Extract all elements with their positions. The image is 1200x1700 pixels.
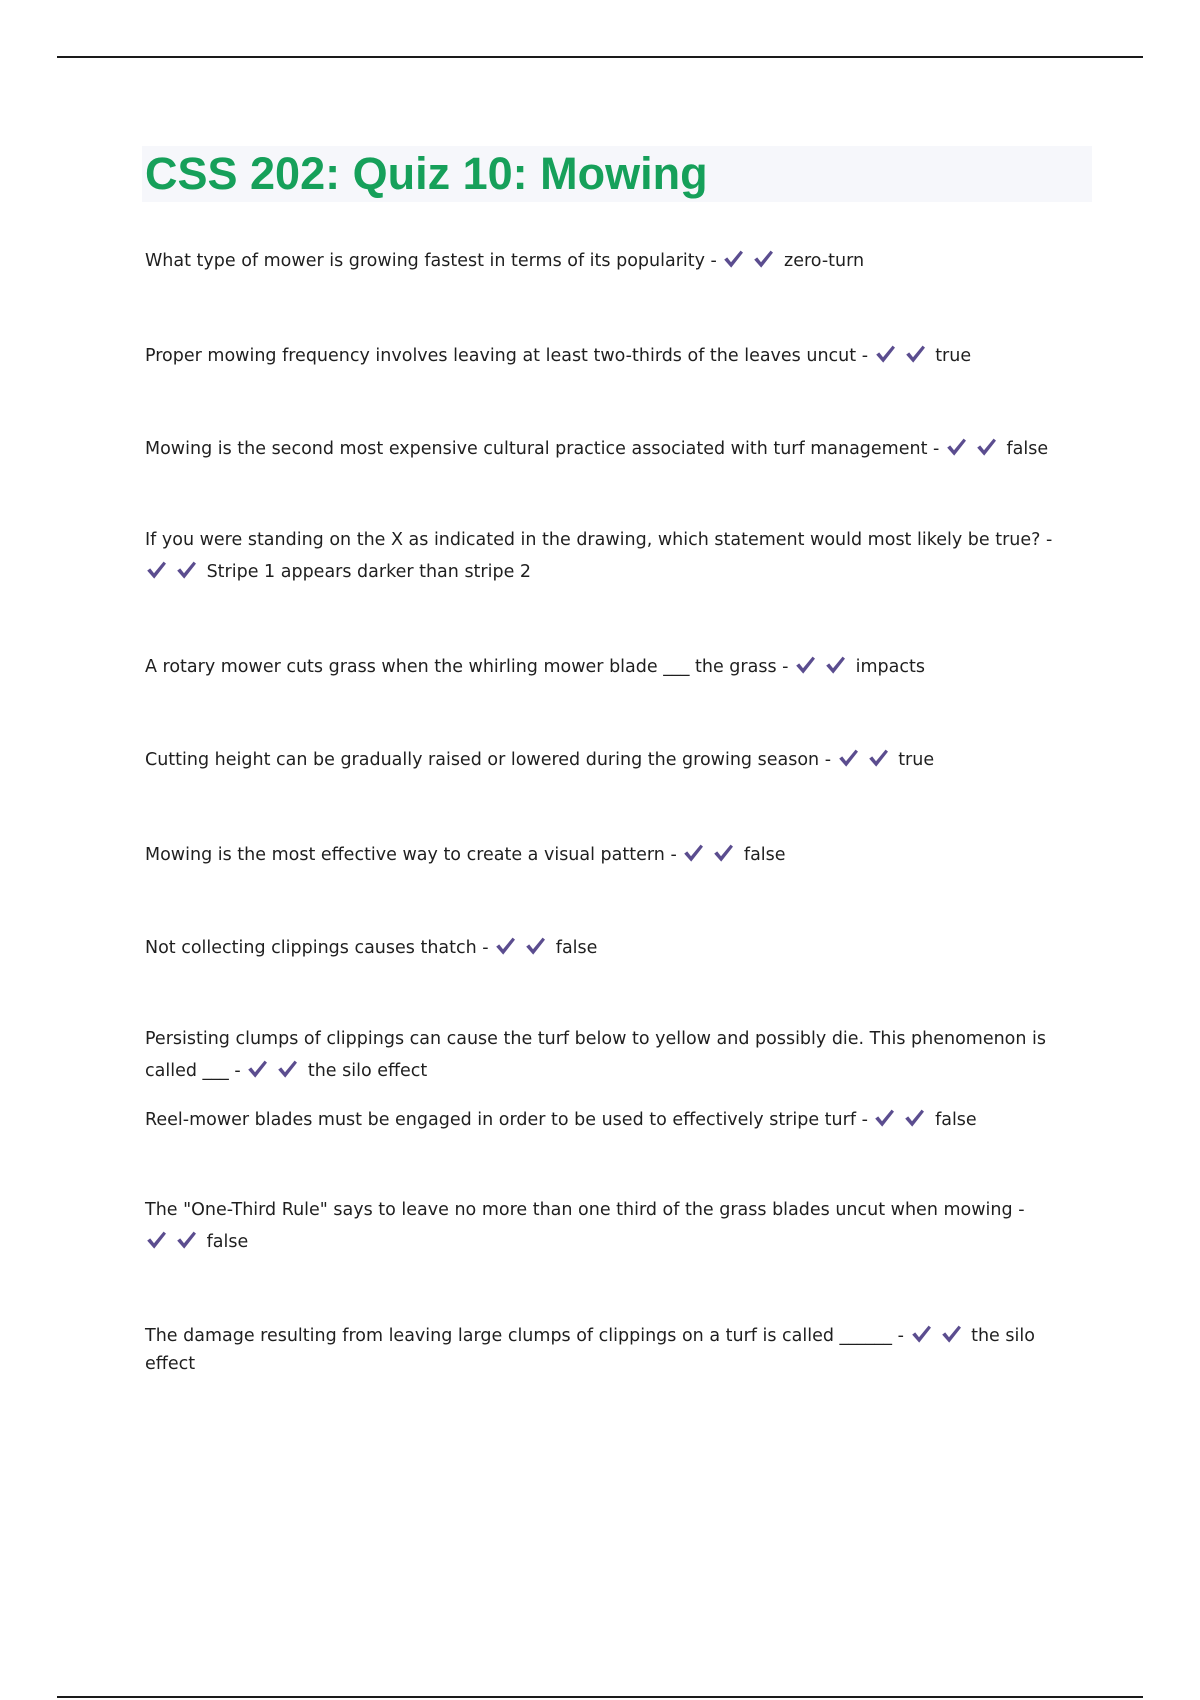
separator: - xyxy=(1045,530,1053,550)
check-icon xyxy=(494,936,516,956)
question-text: The "One-Third Rule" says to leave no more than one third of the grass blades uncut when mowing xyxy=(145,1200,1013,1220)
separator: - xyxy=(897,1326,904,1346)
qa-item xyxy=(145,340,1075,372)
separator: - xyxy=(782,657,789,677)
check-icon xyxy=(524,936,546,956)
title-banner xyxy=(142,146,1092,202)
check-icon xyxy=(903,1108,925,1128)
answer-checks xyxy=(246,1055,298,1087)
check-icon xyxy=(904,344,926,364)
answer-checks xyxy=(494,932,546,964)
answer-checks xyxy=(145,556,197,588)
question-text: If you were standing on the X as indicated in the drawing, which statement would most likely be true? xyxy=(145,530,1041,550)
check-icon xyxy=(276,1059,298,1079)
answer-checks xyxy=(837,744,889,776)
question-text: Proper mowing frequency involves leaving at least two-thirds of the leaves uncut xyxy=(145,346,857,366)
answer-checks xyxy=(722,245,774,277)
answer-text: false xyxy=(555,938,598,958)
check-icon xyxy=(874,344,896,364)
question-text: Not collecting clippings causes thatch xyxy=(145,938,477,958)
check-icon xyxy=(910,1324,932,1344)
separator: - xyxy=(1018,1200,1025,1220)
qa-item xyxy=(145,932,1075,964)
answer-checks xyxy=(145,1226,197,1258)
answer-text: impacts xyxy=(855,657,925,677)
qa-item xyxy=(145,651,1075,683)
answer-text: false xyxy=(743,845,786,865)
separator: - xyxy=(861,346,869,366)
answer-text: false xyxy=(935,1110,977,1130)
check-icon xyxy=(867,748,889,768)
question-text: Reel-mower blades must be engaged in order to be used to effectively stripe turf xyxy=(145,1110,856,1130)
answer-checks xyxy=(873,1104,925,1136)
qa-item xyxy=(145,524,1075,588)
answer-checks xyxy=(910,1322,962,1350)
question-text: The damage resulting from leaving large clumps of clippings on a turf is called ______ xyxy=(145,1326,893,1346)
check-icon xyxy=(945,437,967,457)
qa-item xyxy=(145,1322,1065,1378)
top-rule xyxy=(57,56,1143,58)
separator: - xyxy=(482,938,489,958)
check-icon xyxy=(175,1230,197,1250)
page-title: CSS 202: Quiz 10: Mowing xyxy=(145,148,708,199)
check-icon xyxy=(794,655,816,675)
answer-text: true xyxy=(935,346,972,366)
question-text: Mowing is the second most expensive cultural practice associated with turf management xyxy=(145,439,928,459)
check-icon xyxy=(722,249,744,269)
check-icon xyxy=(975,437,997,457)
separator: - xyxy=(861,1110,868,1130)
qa-item xyxy=(145,1023,1075,1087)
check-icon xyxy=(246,1059,268,1079)
question-text: Cutting height can be gradually raised or lowered during the growing season xyxy=(145,750,820,770)
qa-item xyxy=(145,744,1075,776)
check-icon xyxy=(682,843,704,863)
bottom-rule xyxy=(57,1696,1143,1698)
separator: - xyxy=(710,251,717,271)
answer-checks xyxy=(682,839,734,871)
question-text: A rotary mower cuts grass when the whirling mower blade ___ the grass xyxy=(145,657,777,677)
answer-text: true xyxy=(898,750,935,770)
check-icon xyxy=(175,560,197,580)
answer-text: the silo effect xyxy=(307,1061,428,1081)
answer-checks xyxy=(794,651,846,683)
answer-checks xyxy=(945,433,997,465)
check-icon xyxy=(145,560,167,580)
separator: - xyxy=(234,1061,241,1081)
answer-text: zero-turn xyxy=(784,251,865,271)
qa-item xyxy=(145,1194,1075,1258)
separator: - xyxy=(670,845,677,865)
question-text: Persisting clumps of clippings can cause the turf below to yellow and possibly die. This phenomenon is called ___ xyxy=(145,1029,1047,1081)
check-icon xyxy=(824,655,846,675)
question-text: What type of mower is growing fastest in terms of its popularity xyxy=(145,251,705,271)
check-icon xyxy=(837,748,859,768)
check-icon xyxy=(145,1230,167,1250)
answer-text: false xyxy=(1006,439,1049,459)
answer-text: false xyxy=(206,1232,249,1252)
check-icon xyxy=(712,843,734,863)
qa-item xyxy=(145,1104,1075,1136)
answer-checks xyxy=(874,340,926,372)
check-icon xyxy=(940,1324,962,1344)
qa-item xyxy=(145,839,1075,871)
answer-text: Stripe 1 appears darker than stripe 2 xyxy=(206,562,532,582)
answer-text: the silo effect xyxy=(145,1326,1035,1374)
qa-item xyxy=(145,245,1075,277)
check-icon xyxy=(873,1108,895,1128)
qa-item xyxy=(145,433,1075,465)
separator: - xyxy=(824,750,832,770)
separator: - xyxy=(933,439,940,459)
check-icon xyxy=(752,249,774,269)
question-text: Mowing is the most effective way to create a visual pattern xyxy=(145,845,665,865)
